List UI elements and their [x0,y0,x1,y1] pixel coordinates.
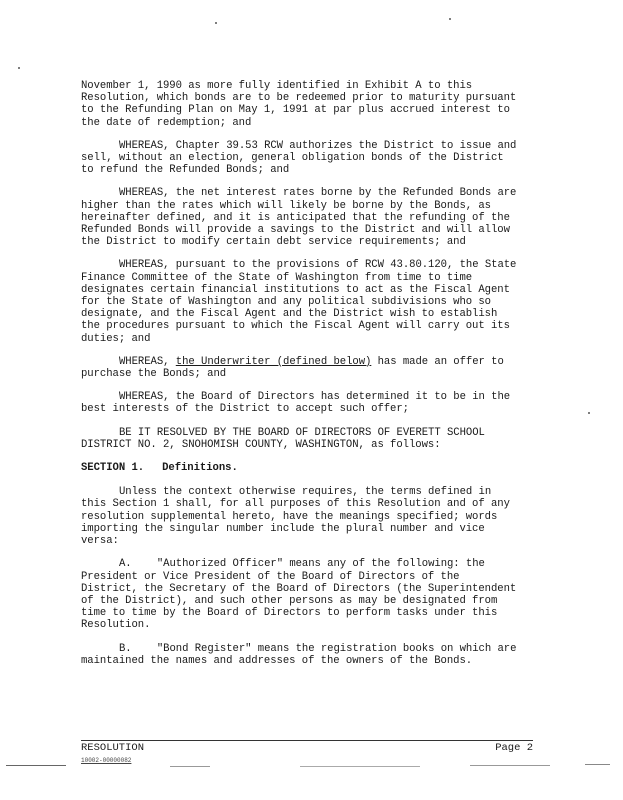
section-heading [81,462,521,474]
definition-letter: A. [119,558,132,571]
scan-line [470,765,550,766]
scan-line [170,766,210,767]
definition-text: "Bond Register" means the registration books on which are maintained the names and addresses of the owners of the Bonds. [81,642,523,667]
underwriter-prefix: WHEREAS, [119,355,176,368]
paragraph-whereas-underwriter [81,356,521,380]
document-code: 10002-00000082 [81,757,132,764]
paragraph-whereas-chapter: WHEREAS, Chapter 39.53 RCW authorizes the District to issue and sell, without an election, general obligation bonds of the District to refund the Refunded Bonds; and [81,139,523,177]
section-number: SECTION 1. [81,462,145,475]
underwriter-suffix: has made an offer to purchase the Bonds; and [81,355,511,381]
scan-mark [449,18,451,20]
definition-letter: B. [119,642,132,655]
scan-mark [588,412,590,414]
paragraph-whereas-board: WHEREAS, the Board of Directors has determined it to be in the best interests of the District to accept such offer; [81,391,517,416]
scan-line [585,764,610,765]
document-body [81,80,521,678]
definition-item [81,643,521,667]
scan-line [6,765,66,766]
definition-item [81,558,521,631]
paragraph-whereas-interest: WHEREAS, the net interest rates borne by the Refunded Bonds are higher than the rates which will likely be borne by the Bonds, as hereinafter defined, and it is anticipated that the refunding of the Refunded Bonds will provide a savings to the District and will allow the District to modify certain debt service requirements; and [81,187,523,249]
scan-mark [18,67,20,69]
page-number: Page 2 [495,742,533,754]
paragraph-refunded-bonds: November 1, 1990 as more fully identified in Exhibit A to this Resolution, which bonds are to be redeemed prior to maturity pursuant to the Refunding Plan on May 1, 1991 at par plus accrued interest to the date of redemption; and [81,80,523,129]
scan-line [300,766,420,767]
section-intro: Unless the context otherwise requires, the terms defined in this Section 1 shall, for all purposes of this Resolution and of any resolution supplemental hereto, have the meanings specified; words importing the singular number include the plural number and vice versa: [81,486,517,548]
paragraph-whereas-fiscal-agent: WHEREAS, pursuant to the provisions of RCW 43.80.120, the State Finance Committee of the State of Washington from time to time designates certain financial institutions to act as the Fiscal Agent for the State of Washington and any political subdivisions who so designate, and the Fiscal Agent and the District wish to establish the procedures pursuant to which the Fiscal Agent will carry out its duties; and [81,259,523,345]
scan-mark [215,22,217,24]
section-title: Definitions. [162,462,238,475]
definition-text: "Authorized Officer" means any of the following: the President or Vice President of the Board of Directors of the District, the Secretary of the Board of Directors (the Superintendent of the District), and such other persons as may be designated from time to time by the Board of Directors to perform tasks under this Resolution. [81,558,523,632]
page-footer [81,740,533,754]
paragraph-resolved: BE IT RESOLVED BY THE BOARD OF DIRECTORS OF EVERETT SCHOOL DISTRICT NO. 2, SNOHOMISH COUNTY, WASHINGTON, as follows: [81,426,492,451]
footer-title: RESOLUTION [81,742,145,754]
underwriter-underlined: the Underwriter (defined below) [175,355,372,368]
